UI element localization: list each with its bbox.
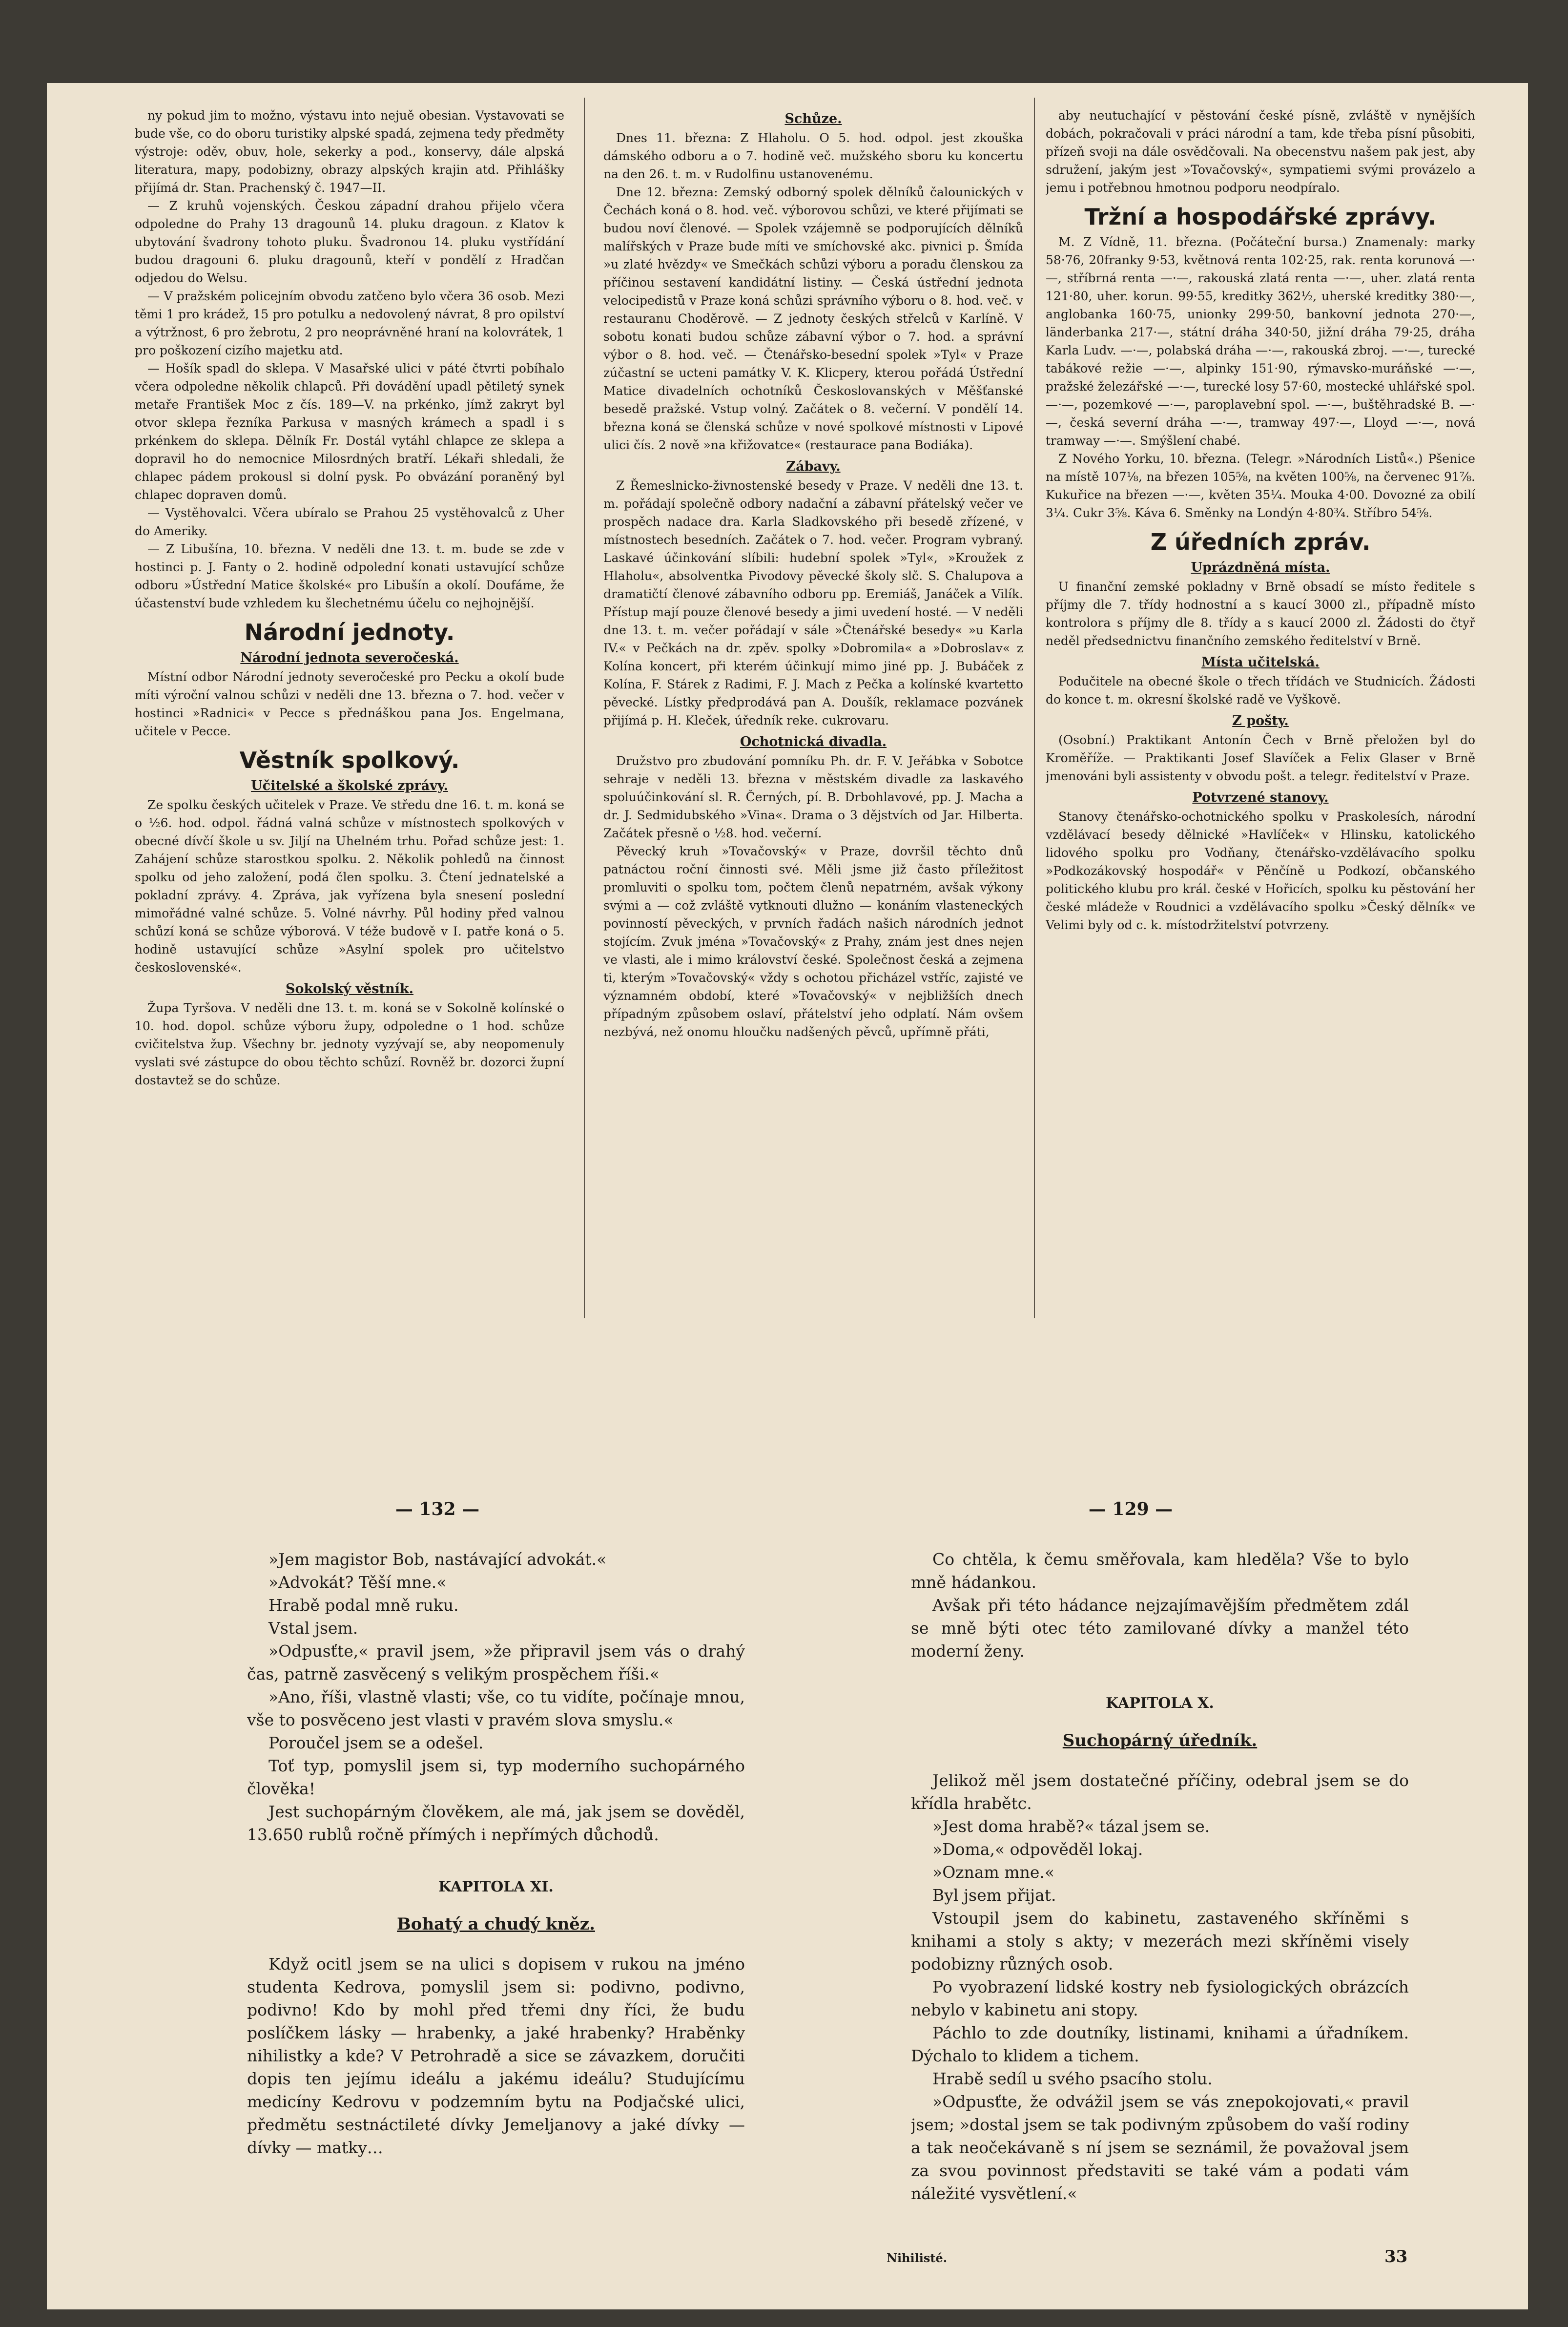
heading-meetings: Schůze. — [784, 111, 842, 126]
text-line: Hrabě sedíl u svého psacího stolu. — [932, 2069, 1213, 2088]
news-column-2 — [603, 106, 1023, 1317]
article-hlahol: Dnes 11. března: Z Hlaholu. O 5. hod. odpol. jest zkouška dámského odboru a o 7. hodině več. mužského sboru ku koncertu na den 26. t. m. v Rudolfinu ustanovenému. — [603, 131, 1023, 181]
text-line: Vstal jsem. — [268, 1619, 358, 1638]
article-boy-fell: — Hošík spadl do sklepa. V Masařské ulici v páté čtvrti pobíhalo včera odpoledne několik chlapců. Při dovádění upadl pětiletý synek metaře František Moc z čís. 189—V. na prkénko, jímž zakryt byl otvor sklepa řezníka Parkusa v masných krámech a spadl i s prkénkem do sklepa. Dělník Fr. Dostál vytáhl chlapce ze sklepa a dopravil ho do nemocnice Milosrdných bratří. Lékaři shledali, že chlapec pádem prokousl si dolní pysk. Po obvázání poraněný byl chlapec dopraven domů. — [135, 361, 564, 502]
article-tovacovsky: Pěvecký kruh »Tovačovský« v Praze, dovršil těchto dnů patnáctou roční činnosti své. Měli jsme již často příležitost promluviti o spolku tom, počtem členů nepatrném, avšak výkony svými a — což zvláště vytknouti dlužno — konáním vlasteneckých povinností pěveckých, v prvních řadách našich národních jednot stojícím. Zvuk jména »Tovačovský« z Prahy, znám jest dnes nejen ve vlasti, ale i mimo království české. Společnost česká a zejmena ti, kterým »Tovačovský« vždy s ochotou přicházel vstříc, zajisté ve významném období, které »Tovačovský« v nejbližších dnech případným způsobem oslaví, přátelství jeho odplatí. Nám ovšem nezbývá, než onomu hloučku nadšených pěvců, upřímně přáti, — [603, 844, 1023, 1039]
article-military: — Z kruhů vojenských. Českou západní drahou přijelo včera odpoledne do Prahy 13 dragounů 14. pluku dragoun. z Klatov k ubytování švadrony tohoto pluku. Švadronou 14. pluku vystřídání budou dragouni 6. pluku dragounů, kteří v pondělí z Hradčan odjedou do Welsu. — [135, 199, 564, 285]
heading-entertainment: Zábavy. — [786, 459, 841, 474]
article-new-york: Z Nového Yorku, 10. března. (Telegr. »Národních Listů«.) Pšenice na místě 107⅛, na březen 105⅝, na květen 100⅝, na červenec 91⅞. Kukuřice na březen —·—, květen 35¼. Mouka 4·00. Dovozné za obilí 3¼. Cukr 3⅝. Káva 6. Směnky na Londýn 4·80¾. Stříbro 54⅝. — [1046, 452, 1475, 520]
text-line: »Ano, říši, vlastně vlasti; vše, co tu vidíte, počínaje mnou, vše to posvěceno jest vlasti v pravém slova smyslu.« — [247, 1687, 745, 1729]
chapter-title-right: Suchopárný úředník. — [1062, 1731, 1258, 1750]
chapter-heading-left: KAPITOLA XI. — [438, 1878, 554, 1895]
article-entertainment: Z Řemeslnicko-živnostenské besedy v Praze. V neděli dne 13. t. m. pořádají společně odbory nadační a zábavní přátelský večer ve prospěch nadace dra. Karla Sladkovského při besedě zřízené, v místnostech besedních. Začátek o 7. hod. večer. Program vybraný. Laskavé účinkování slíbili: hudební spolek »Tyl«, »Kroužek z Hlaholu«, absolventka Pivodovy pěvecké školy slč. S. Chalupova a dramatičtí členové zábavního odboru pp. Eremiáš, Janáček a Vilík. Přístup mají pouze členové besedy a jimi uvedení hosté. — V neděli dne 13. t. m. večer pořádají v sále »Čtenářské besedy« »u Karla IV.« v Pečkách na dr. zpěv. spolky »Dobromila« a »Dobroslav« z Kolína koncert, při kterém účinkují mimo jiné pp. J. Bubáček z Kolína, F. Stárek z Radimi, F. J. Mach z Pečka a kolínské kvartetto pěvecké. Lístky předprodává pan A. Doušík, reklamace pozvánek přijímá p. H. Kleček, úředník reke. cukrovaru. — [603, 478, 1023, 727]
page-number-right: — 129 — — [1088, 1499, 1173, 1519]
chapter-heading-right: KAPITOLA X. — [1106, 1695, 1214, 1712]
column-divider-1 — [584, 98, 585, 1318]
text-line: »Advokát? Těší mne.« — [268, 1573, 447, 1592]
heading-national-unions: Národní jednoty. — [244, 619, 455, 645]
text-line: Avšak při této hádance nejzajímavějším předmětem zdál se mně býti otec této zamilované dívky a manžel této moderní ženy. — [911, 1596, 1409, 1661]
article-vienna-bourse: M. Z Vídně, 11. března. (Počáteční bursa.) Znamenaly: marky 58·76, 20franky 9·53, květnová renta 102·25, rak. renta korunová —·—, stříbrná renta —·—, rakouská zlatá renta —·—, uher. zlatá renta 121·80, uher. korun. 99·55, kreditky 362½, uherské kreditky 380·—, anglobanka 160·75, unionky 299·50, bankovní jednota 270·—, länderbanka 217·—, státní dráha 340·50, jižní dráha 79·25, dráha Karla Ludv. —·—, polabská dráha —·—, rakouská zbroj. —·—, turecké tabákové režie —·—, alpinky 151·90, rýmavsko-muráňské —·—, pražské železářské —·—, turecké losy 57·60, mostecké uhlářské spol. —·—, pozemkové —·—, paroplavební spol. —·—, buštěhradské B. —·—, česká severní dráha —·—, tramway 497·—, Lloyd —·—, nová tramway —·—. Smýšlení chabé. — [1046, 235, 1475, 448]
article-sokol: Župa Tyršova. V neděli dne 13. t. m. koná se v Sokolně kolínské o 10. hod. dopol. schůze výboru župy, odpoledne o 1 hod. schůze cvičitelstva žup. Všechny br. jednoty vyzývají se, aby neopomenuly vyslati své zástupce do obou těchto schůzí. Rovněž br. dozorci župní dostavtež se do schůze. — [135, 1001, 564, 1087]
subheading-statutes: Potvrzené stanovy. — [1192, 790, 1329, 805]
subheading-teaching-posts: Místa učitelská. — [1201, 655, 1320, 670]
article-pecka: Místní odbor Národní jednoty severočeské pro Pecku a okolí bude míti výroční valnou schůzi v neděli dne 13. března o 7. hod. večer v hostinci »Radnici« v Pecce s přednáškou pana Jos. Engelmana, učitele v Pecce. — [135, 670, 564, 738]
text-line: »Odpusťte,« pravil jsem, »že připravil jsem vás o drahý čas, patrně zasvěcený s velikým prospěchem říši.« — [247, 1641, 745, 1683]
text-line: »Odpusťte, že odvážil jsem se vás znepokojovati,« pravil jsem; »dostal jsem se tak podivným způsobem do vaší rodiny a tak neočekávaně s ní jsem se seznámil, že považoval jsem za svou povinnost představiti se také vám a podati vám náležité vysvětlení.« — [911, 2092, 1409, 2203]
article-libusin: — Z Libušína, 10. března. V neděli dne 13. t. m. bude se zde v hostinci p. J. Fanty o 2. hodině odpolední konati ustavující schůze odboru »Ústřední Matice školské« pro Libušín a okolí. Doufáme, že účastenství bude vzhledem ku šlechetnému účelu co nejhojnější. — [135, 542, 564, 610]
article-meetings: Dne 12. března: Zemský odborný spolek dělníků čalounických v Čechách koná o 8. hod. več. výborovou schůzi, ve které přijímati se budou noví členové. — Spolek vzájemně se podporujících dělníků malířských v Praze bude míti ve smíchovské akc. pivnici p. Šmída »u zlaté hvězdy« ve Smečkách schůzi výboru a poradu členskou za příčinou sestavení kandidátní listiny. — Česká ústřední jednota velocipedistů v Praze koná schůzi správního výboru o 8. hod. več. v restauranu Choděrově. — Z jednoty českých střelců v Karlíně. V sobotu konati budou schůze zábavní výbor o 7. hod. a správní výbor o 8. hod. več. — Čtenářsko-besední spolek »Tyl« v Praze zúčastní se ucteni památky V. K. Klicpery, kterou pořádá Ústřední Matice divadelních ochotníků Českoslovanských v Měšťanské besedě pražské. Vstup volný. Začátek o 8. večerní. V pondělí 14. března koná se členská schůze v nové spolkové místnosti v Lipové ulici čís. 2 nově »na křižovatce« (restaurace pana Bodiáka). — [603, 185, 1023, 452]
article-exhibition: ny pokud jim to možno, výstavu into nejuě obesian. Vystavovati se bude vše, co do oboru turistiky alpské spadá, zejmena tedy předměty výstroje: oděv, obuv, hole, sekerky a pod., konservy, dále alpská literatura, mapy, podobizny, obrazy alpských krajin atd. Přihlášky přijímá dr. Stan. Prachenský č. 1947—II. — [135, 108, 564, 195]
text-line: Poroučel jsem se a odešel. — [268, 1733, 484, 1752]
text-line: Toť typ, pomyslil jsem si, typ moderního suchopárného člověka! — [247, 1756, 745, 1798]
subheading-teachers: Učitelské a školské zprávy. — [251, 778, 448, 793]
text-line: Když ocitl jsem se na ulici s dopisem v rukou na jméno studenta Kedrova, pomyslil jsem si: podivno, podivno, podivno! Kdo by mohl před třemi dny říci, že budu poslíčkem lásky — hrabenky, a jaké hrabenky? Hraběnky nihilistky a kde? V Petrohradě a sice se závazkem, doručiti dopis ten jejímu ideálu a jakému ideálu? Studujícímu medicíny Kedrovu v podzemním bytu na Podjačské ulici, předmětu sestnáctileté dívky Jemeljanovy a jaké dívky — dívky — matky… — [247, 1954, 745, 2157]
text-line: Páchlo to zde doutníky, listinami, knihami a úřadníkem. Dýchalo to klidem a tichem. — [911, 2023, 1409, 2065]
article-statutes: Stanovy čtenářsko-ochotnického spolku v Praskolesích, národní vzdělávací besedy dělnické »Havlíček« v Hlinsku, katolického lidového spolku pro Vodňany, čtenářsko-vzdělávacího spolku »Podkozákovský hospodář« v Pěnčíně u Podkozí, občanského politického klubu pro král. české v Hořicích, spolku ku pěstování her české mládeže v Roudnici a vzdělávacího spolku »Český dělník« ve Velimi byly od c. k. místodržitelství potvrzeny. — [1046, 810, 1475, 932]
column-divider-2 — [1034, 98, 1035, 1318]
subheading-north-bohemian: Národní jednota severočeská. — [240, 650, 459, 665]
text-line: Hrabě podal mně ruku. — [268, 1596, 459, 1615]
subheading-vacancies: Uprázdněná místa. — [1191, 560, 1330, 575]
text-line: Po vyobrazení lidské kostry neb fysiologických obrázcích nebylo v kabinetu ani stopy. — [911, 1977, 1409, 2019]
article-vacancies: U finanční zemské pokladny v Brně obsadí se místo ředitele s příjmy dle 7. třídy hodnostní a s kaucí 3000 zl., případně místo kontrolora s příjmy dle 8. třídy a s kaucí 2000 zl. Žádosti do čtyř neděl předsednictvu finančního zemského ředitelství v Brně. — [1046, 580, 1475, 648]
text-line: Jelikož měl jsem dostatečné příčiny, odebral jsem se do křídla hrabětc. — [911, 1771, 1409, 1813]
text-line: Vstoupil jsem do kabinetu, zastaveného skříněmi s knihami a stoly s akty; v mezerách mezi skříněmi visely podobizny různých osob. — [911, 1909, 1409, 1974]
heading-amateur-theatre: Ochotnická divadla. — [740, 734, 887, 749]
text-line: »Jem magistor Bob, nastávající advokát.« — [268, 1550, 607, 1569]
chapter-title-left: Bohatý a chudý kněz. — [397, 1914, 595, 1934]
text-line: Co chtěla, k čemu směřovala, kam hleděla? Vše to bylo mně hádankou. — [911, 1550, 1409, 1592]
article-tovacovsky-end: aby neutuchající v pěstování české písně, zvláště v nynějších dobách, pokračovali v práci národní a tam, kde třeba písní působiti, přízeň svoji na dále osvědčovali. Na obecenstvu našem pak jest, aby sdružení, jakým jest »Tovačovský«, sympatiemi svými provázelo a jemu i potřebnou hmotnou podporu neodpíralo. — [1046, 108, 1475, 195]
text-line: »Doma,« odpověděl lokaj. — [932, 1840, 1143, 1859]
article-teachers: Ze spolku českých učitelek v Praze. Ve středu dne 16. t. m. koná se o ½6. hod. odpol. řádná valná schůze v místnostech spolkových v obecné dívčí škole u sv. Jiljí na Uhelném trhu. Pořad schůze jest: 1. Zahájení schůze starostkou spolku. 2. Několik pohledů na činnost spolku od jeho založení, podá člen spolku. 3. Čtení jednatelské a pokladní zprávy. 4. Zpráva, jak vyřízena byla snesení poslední mimořádné valné schůze. 5. Volné návrhy. Půl hodiny před valnou schůzí koná se schůze výborová. V téže budově v I. patře koná o 5. hodině ustavující schůze »Asylní spolek pro učitelstvo československé«. — [135, 798, 564, 975]
news-column-1 — [135, 106, 564, 1317]
heading-official-news: Z úředních zpráv. — [1150, 529, 1371, 555]
heading-market-news: Tržní a hospodářské zprávy. — [1084, 204, 1437, 230]
serial-page-right — [911, 1548, 1409, 2241]
article-post-office: (Osobní.) Praktikant Antonín Čech v Brně přeložen byl do Kroměříže. — Praktikanti Josef Slavíček a Felix Glaser v Brně jmenováni byli assistenty v obvodu pošt. a telegr. ředitelství v Praze. — [1046, 733, 1475, 783]
article-sobotka: Družstvo pro zbudování pomníku Ph. dr. F. V. Jeřábka v Sobotce sehraje v neděli 13. března v městském divadle za laskavého spoluúčinkování sl. R. Černých, pí. B. Drbohlavové, pp. J. Macha a dr. J. Sedmidubského »Vina«. Drama o 3 dějstvích od Jar. Hilberta. Začátek přesně o ½8. hod. večerní. — [603, 754, 1023, 840]
article-emigrants: — Vystěhovalci. Včera ubíralo se Prahou 25 vystěhovalců z Uher do Ameriky. — [135, 506, 564, 538]
text-line: »Jest doma hrabě?« tázal jsem se. — [932, 1817, 1210, 1836]
news-column-3 — [1046, 106, 1475, 1317]
serial-page-left — [247, 1548, 745, 2290]
newspaper-sheet — [47, 83, 1528, 2309]
text-line: Jest suchopárným člověkem, ale má, jak jsem se dověděl, 13.650 rublů ročně přímých i nepřímých důchodů. — [247, 1802, 745, 1844]
footer-page-number: 33 — [1384, 2247, 1408, 2266]
text-line: Byl jsem přijat. — [932, 1886, 1056, 1905]
subheading-post-office: Z pošty. — [1232, 713, 1289, 728]
subheading-sokol: Sokolský věstník. — [285, 981, 413, 997]
text-line: »Oznam mne.« — [932, 1863, 1055, 1882]
article-police: — V pražském policejním obvodu zatčeno bylo včera 36 osob. Mezi těmi 1 pro krádež, 15 pro potulku a nedovolený návrat, 8 pro opilství a výtržnost, 6 pro žebrotu, 2 pro neoprávněné hraní na kolovrátek, 1 pro poškození cizího majetku atd. — [135, 289, 564, 357]
footer-title: Nihilisté. — [887, 2251, 948, 2265]
article-teaching-posts: Podučitele na obecné škole o třech třídách ve Studnicích. Žádosti do konce t. m. okresní školské radě ve Vyškově. — [1046, 674, 1475, 706]
heading-club-bulletin: Věstník spolkový. — [239, 747, 460, 773]
page-number-left: — 132 — — [395, 1499, 480, 1519]
